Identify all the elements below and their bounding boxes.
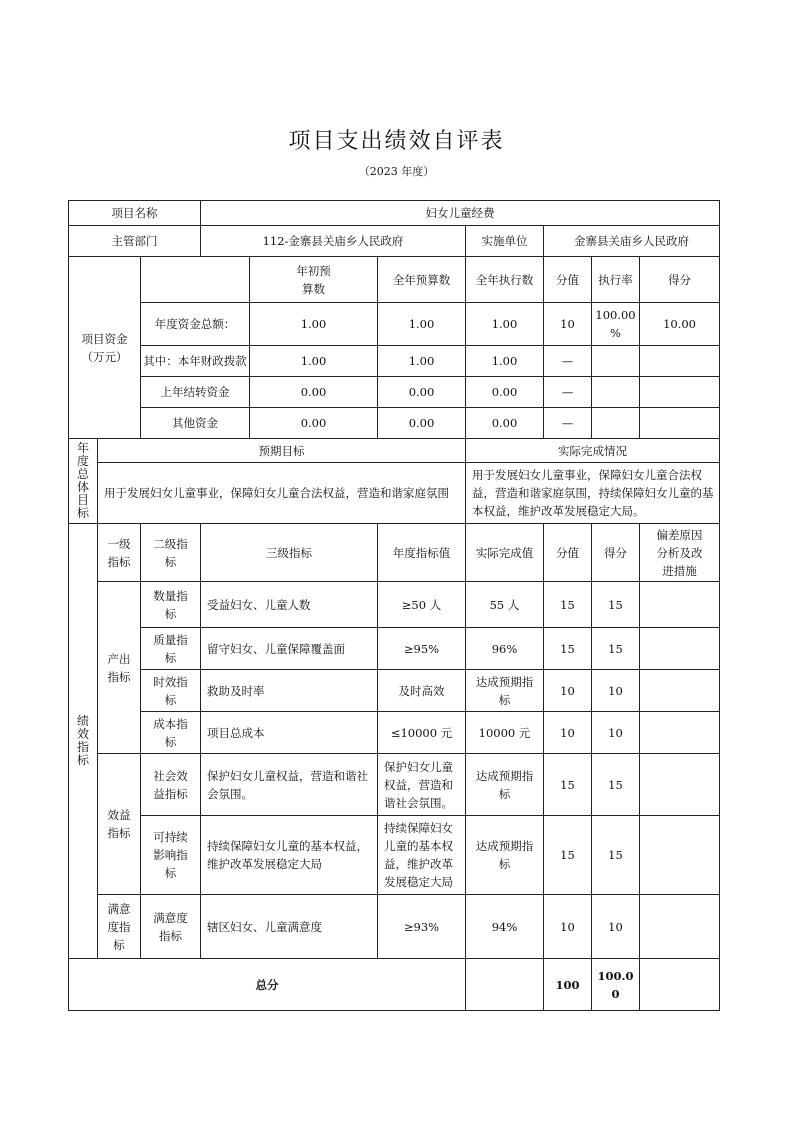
indicator-score-value: 15: [544, 816, 592, 895]
total-score-value: 100: [544, 959, 592, 1011]
indicator-score: 10: [592, 712, 640, 754]
report-year: （2023 年度）: [358, 165, 435, 178]
fund-exec-value: 1.00: [466, 346, 544, 377]
annual-target-value: ≥95%: [378, 628, 466, 670]
expected-goal-header: 预期目标: [98, 439, 466, 463]
actual-value: 94%: [466, 895, 544, 959]
page-title: 项目支出绩效自评表: [288, 129, 505, 154]
fund-score-value: 10: [544, 303, 592, 346]
indicator-score-value: 10: [544, 712, 592, 754]
fund-initial-value: 1.00: [250, 346, 378, 377]
dept-value: 112-金寨县关庙乡人民政府: [201, 226, 466, 257]
score-value-header: 分值: [544, 257, 592, 303]
fund-score-value: —: [544, 408, 592, 439]
fund-budget-value: 0.00: [378, 408, 466, 439]
indicator-score-value: 15: [544, 754, 592, 816]
total-score: 100.00: [592, 959, 640, 1011]
level2-indicator: 满意度 指标: [141, 895, 201, 959]
fund-score-value: —: [544, 377, 592, 408]
indicator-score-value: 15: [544, 582, 592, 628]
expected-goal-text: 用于发展妇女儿童事业，保障妇女儿童合法权益，营造和谐家庭氛围: [98, 463, 466, 524]
indicator-score: 15: [592, 754, 640, 816]
annual-target-value: 及时高效: [378, 670, 466, 712]
total-note-cell: [640, 959, 720, 1011]
dept-label: 主管部门: [69, 226, 201, 257]
total-label: 总分: [69, 959, 466, 1011]
indicator-score: 15: [592, 582, 640, 628]
level2-indicator: 社会效 益指标: [141, 754, 201, 816]
actual-value: 96%: [466, 628, 544, 670]
fund-score: [640, 346, 720, 377]
deviation-note: [640, 895, 720, 959]
actual-value: 达成预期指 标: [466, 754, 544, 816]
fund-score: [640, 408, 720, 439]
level2-indicator: 成本指 标: [141, 712, 201, 754]
initial-budget-header: 年初预 算数: [250, 257, 378, 303]
project-fund-label: 项目资金 （万元）: [69, 257, 141, 439]
level2-indicator: 可持续 影响指 标: [141, 816, 201, 895]
level3-indicator: 受益妇女、儿童人数: [201, 582, 378, 628]
goal-vertical-label: 年 度 总 体 目 标: [69, 439, 98, 524]
indicator-score: 15: [592, 816, 640, 895]
fund-initial-value: 0.00: [250, 377, 378, 408]
actual-value: 达成预期指 标: [466, 670, 544, 712]
annual-exec-header: 全年执行数: [466, 257, 544, 303]
impl-unit-label: 实施单位: [466, 226, 544, 257]
actual-value: 达成预期指 标: [466, 816, 544, 895]
level1-indicator: 产出 指标: [98, 582, 141, 754]
fund-budget-value: 1.00: [378, 303, 466, 346]
fund-exec-rate: [592, 346, 640, 377]
deviation-note: [640, 628, 720, 670]
exec-rate-header: 执行率: [592, 257, 640, 303]
performance-vertical-label: 绩 效 指 标: [69, 524, 98, 959]
deviation-note: [640, 582, 720, 628]
level2-indicator: 质量指 标: [141, 628, 201, 670]
project-name-label: 项目名称: [69, 201, 201, 226]
indicator-score: 10: [592, 895, 640, 959]
fund-exec-rate: 100.00 %: [592, 303, 640, 346]
indicator-score: 10: [592, 670, 640, 712]
deviation-note: [640, 712, 720, 754]
actual-value: 55 人: [466, 582, 544, 628]
level3-header: 三级指标: [201, 524, 378, 582]
fund-header-blank: [141, 257, 250, 303]
indicator-score: 15: [592, 628, 640, 670]
deviation-note: [640, 670, 720, 712]
level2-header: 二级指 标: [141, 524, 201, 582]
fund-exec-value: 0.00: [466, 408, 544, 439]
target-value-header: 年度指标值: [378, 524, 466, 582]
level1-indicator: 满意 度指 标: [98, 895, 141, 959]
score-header: 得分: [592, 524, 640, 582]
level2-indicator: 数量指 标: [141, 582, 201, 628]
deviation-note: [640, 754, 720, 816]
project-name-value: 妇女儿童经费: [201, 201, 720, 226]
actual-value: 10000 元: [466, 712, 544, 754]
level3-indicator: 辖区妇女、儿童满意度: [201, 895, 378, 959]
annual-budget-header: 全年预算数: [378, 257, 466, 303]
annual-target-value: ≥93%: [378, 895, 466, 959]
fund-row-label: 其中：本年财政拨款: [141, 346, 250, 377]
level3-indicator: 救助及时率: [201, 670, 378, 712]
fund-exec-value: 0.00: [466, 377, 544, 408]
fund-row-label: 其他资金: [141, 408, 250, 439]
fund-exec-rate: [592, 377, 640, 408]
level3-indicator: 保护妇女儿童权益，营造和谐社会氛围。: [201, 754, 378, 816]
actual-result-header: 实际完成情况: [466, 439, 720, 463]
actual-value-header: 实际完成值: [466, 524, 544, 582]
annual-target-value: 持续保障妇女儿童的基本权益，维护改革发展稳定大局: [378, 816, 466, 895]
annual-target-value: ≤10000 元: [378, 712, 466, 754]
total-empty-cell: [466, 959, 544, 1011]
deviation-header: 偏差原因 分析及改 进措施: [640, 524, 720, 582]
indicator-score-value: 10: [544, 895, 592, 959]
annual-target-value: ≥50 人: [378, 582, 466, 628]
fund-score: [640, 377, 720, 408]
fund-score-value: —: [544, 346, 592, 377]
indicator-score-value: 10: [544, 670, 592, 712]
fund-initial-value: 0.00: [250, 408, 378, 439]
level2-indicator: 时效指 标: [141, 670, 201, 712]
annual-target-value: 保护妇女儿童权益，营造和谐社会氛围。: [378, 754, 466, 816]
fund-exec-value: 1.00: [466, 303, 544, 346]
level3-indicator: 持续保障妇女儿童的基本权益，维护改革发展稳定大局: [201, 816, 378, 895]
fund-exec-rate: [592, 408, 640, 439]
level1-indicator: 效益 指标: [98, 754, 141, 895]
fund-budget-value: 0.00: [378, 377, 466, 408]
deviation-note: [640, 816, 720, 895]
fund-row-label: 年度资金总额：: [141, 303, 250, 346]
score-header: 得分: [640, 257, 720, 303]
actual-result-text: 用于发展妇女儿童事业，保障妇女儿童合法权益，营造和谐家庭氛围，持续保障妇女儿童的基本权益，维护改革发展稳定大局。: [466, 463, 720, 524]
fund-row-label: 上年结转资金: [141, 377, 250, 408]
impl-unit-value: 金寨县关庙乡人民政府: [544, 226, 720, 257]
fund-initial-value: 1.00: [250, 303, 378, 346]
fund-score: 10.00: [640, 303, 720, 346]
level3-indicator: 项目总成本: [201, 712, 378, 754]
level1-header: 一级 指标: [98, 524, 141, 582]
score-value-header: 分值: [544, 524, 592, 582]
self-evaluation-table: [68, 200, 720, 1011]
indicator-score-value: 15: [544, 628, 592, 670]
level3-indicator: 留守妇女、儿童保障覆盖面: [201, 628, 378, 670]
fund-budget-value: 1.00: [378, 346, 466, 377]
